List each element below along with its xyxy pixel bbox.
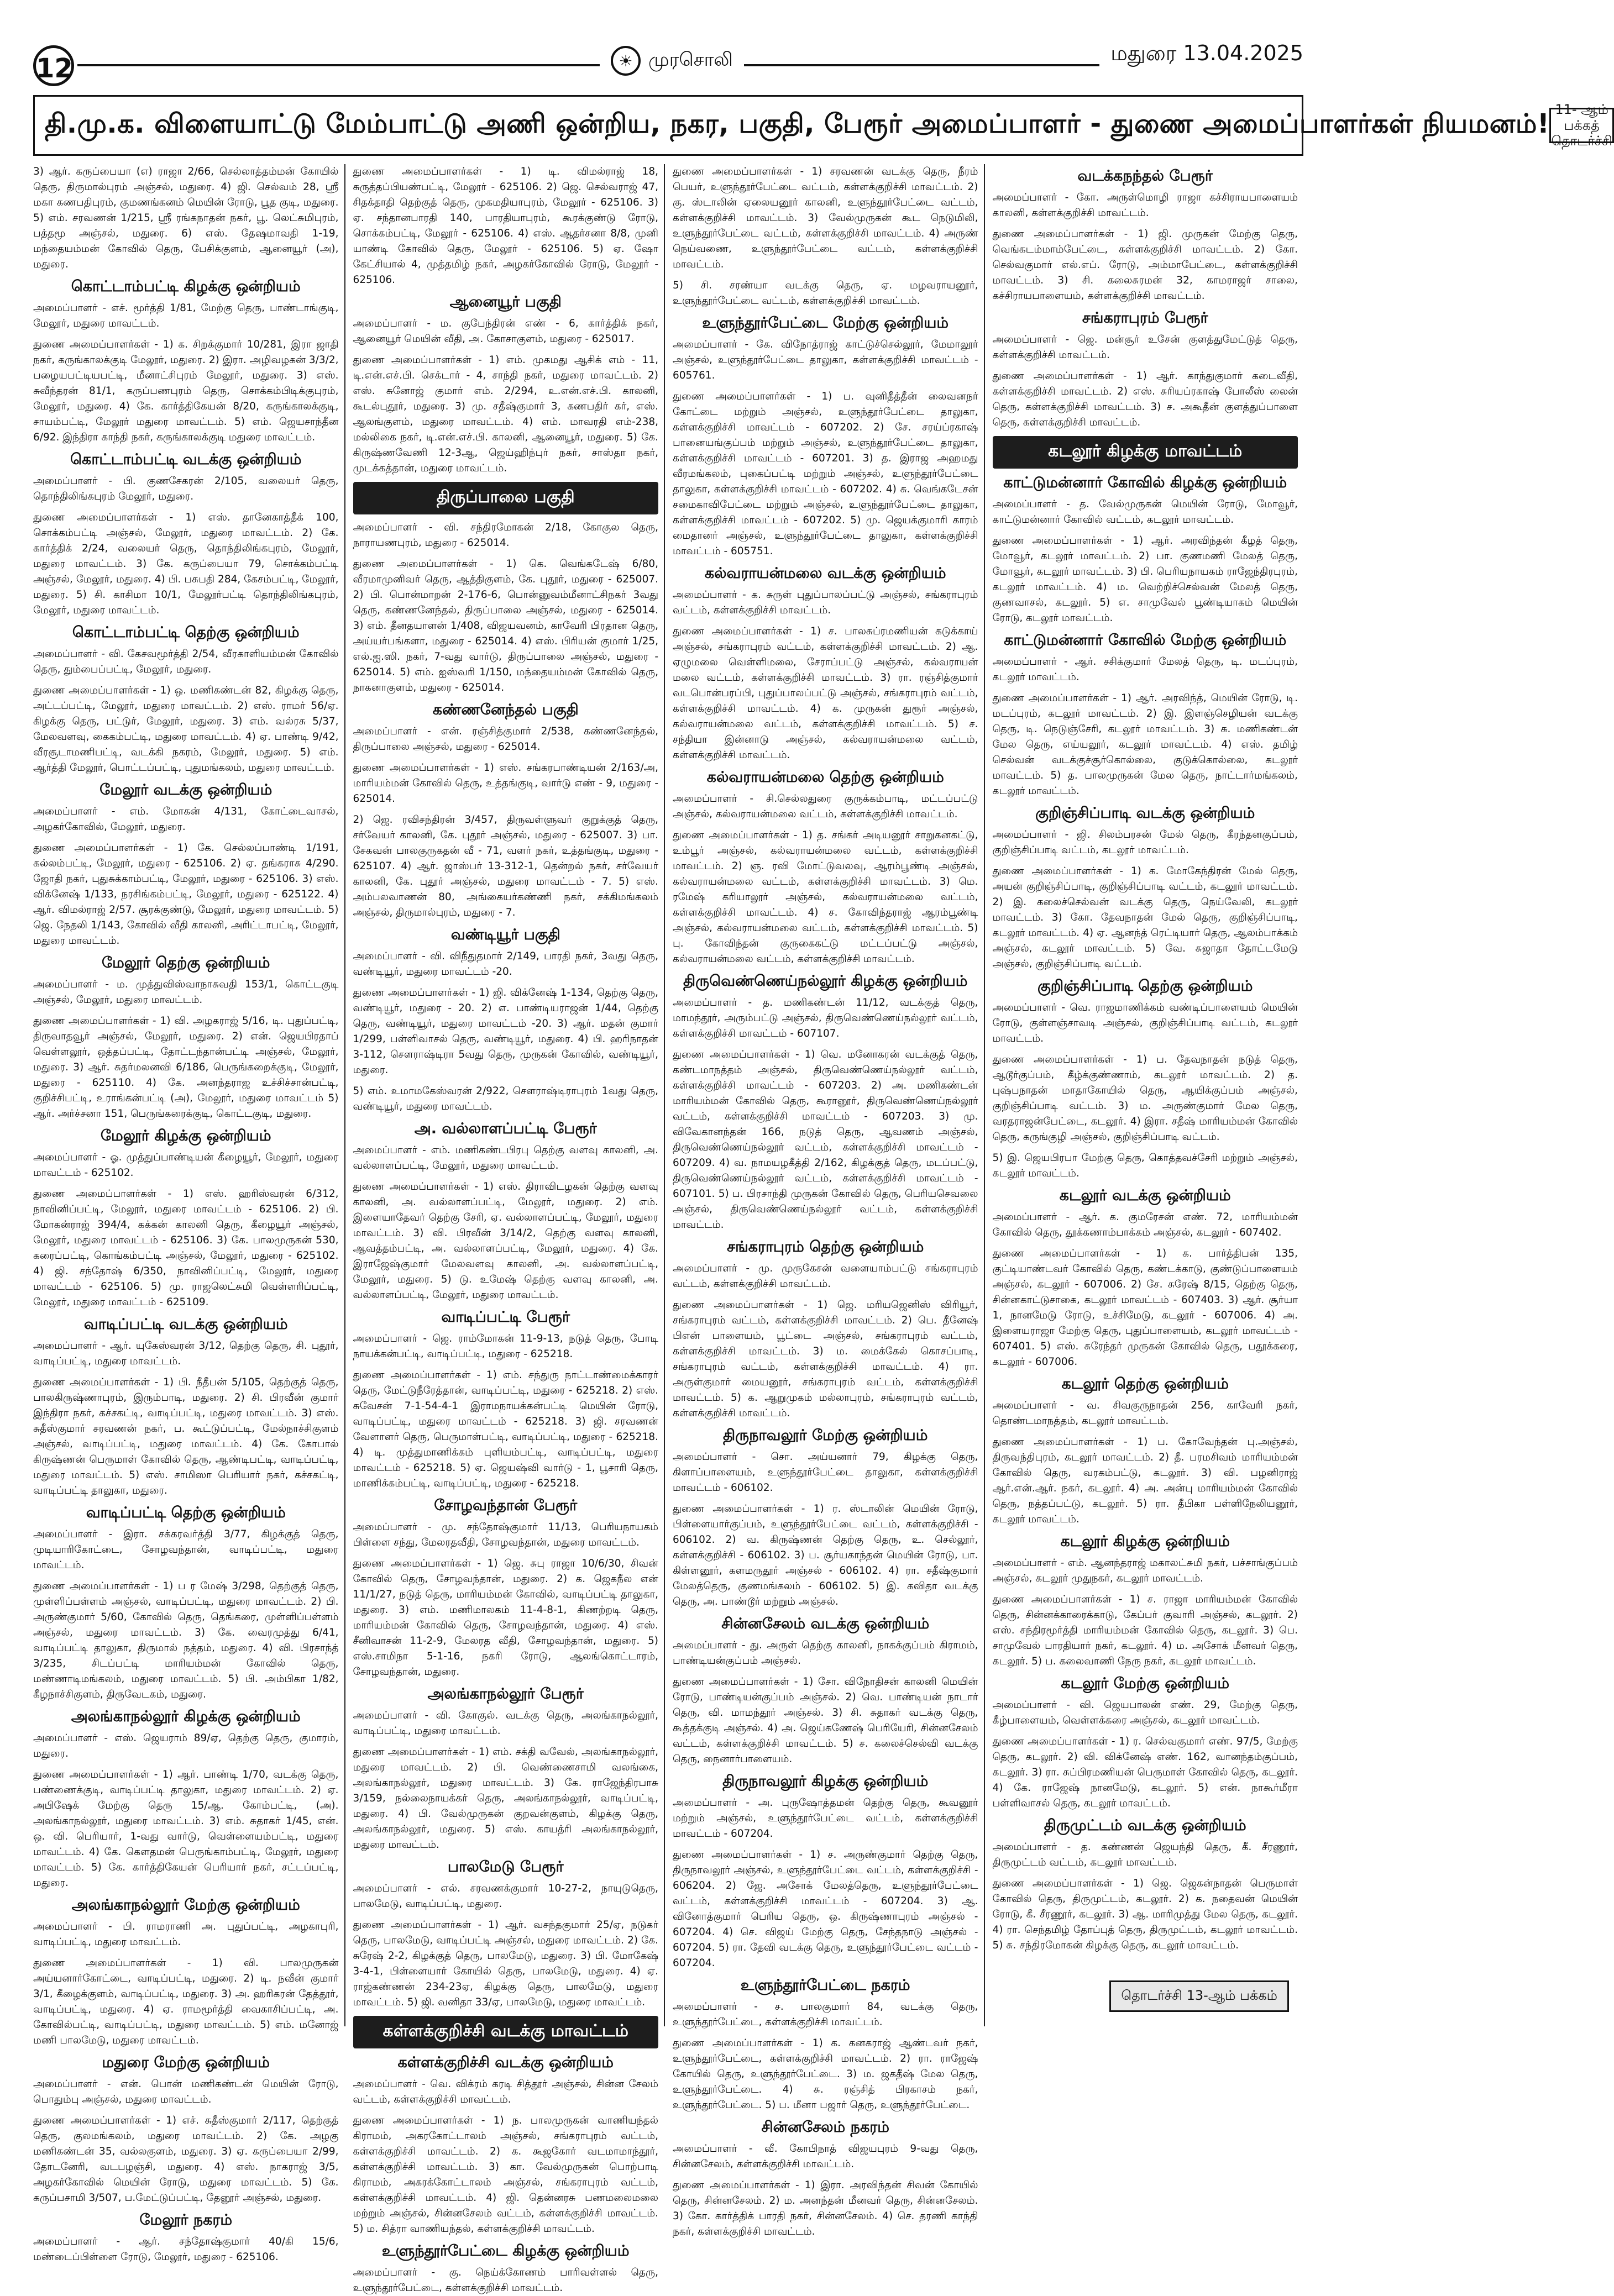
headline: தி.மு.க. விளையாட்டு மேம்பாட்டு அணி ஒன்றிய, நகர, பகுதி, பேரூர் அமைப்பாளர் - துணை அமைப்பாளர்கள் நியமனம்! <box>45 108 1550 139</box>
appointment-paragraph: துணை அமைப்பாளர்கள் - 1) க. பார்த்திபன் 135, குட்டியாண்டவர் கோவில் தெரு, கண்டக்காடு, குண்டுப்பாளையம் அஞ்சல், கடலூர் - 607006. 2) சே. சுரேஷ் 8/15, தெற்கு தெரு, சின்னகாட்டுசாகை, கடலூர் மாவட்டம் - 607403. 3) ஆர். சூர்யா 1, நானமேடு ரோடு, உச்சிமேடு, கடலூர் - 607006. 4) அ. இளையராஜா மேற்கு தெரு, புதுப்பாளையம், கடலூர் மாவட்டம் - 607401. 5) எஸ். சுரேந்தர் முருகன் கோவில் தெரு, பதூக்கரை, கடலூர் - 607006. <box>992 1248 1298 1368</box>
appointment-paragraph: அமைப்பாளர் - வெ. ராஜமாணிக்கம் வண்டிப்பாளையம் மெயின் ரோடு, குள்ளஞ்சாவடி அஞ்சல், குறிஞ்சிப்பாடி வட்டம், கடலூர் மாவட்டம். <box>992 1002 1298 1044</box>
page-number: 12 <box>33 45 74 86</box>
appointment-paragraph: துணை அமைப்பாளர்கள் - 1) எம். சக்தி வவேல், அலங்காநல்லூர், மதுரை மாவட்டம். 2) பி. வெண்ணைசாமி வலங்கை, அலங்காநல்லூர், மதுரை மாவட்டம். 3) கே. ராஜேந்திரபாசு 3/159, நல்லைநாயக்கர் தெரு, அலங்காநல்லூர், வாடிப்பட்டி, மதுரை. 4) பி. வேல்முருகன் குறவன்குளம், கிழக்கு தெரு, அலங்காநல்லூர், மதுரை. 5) எஸ். காயத்ரி அலங்காநல்லூர், மதுரை மாவட்டம். <box>353 1746 658 1851</box>
appointment-paragraph: அமைப்பாளர் - எச். மூர்த்தி 1/81, மேற்கு தெரு, பாண்டாங்குடி, மேலூர், மதுரை மாவட்டம். <box>33 302 339 329</box>
section-heading: கண்ணனேந்தல் பகுதி <box>432 701 579 718</box>
section-heading: உளுந்தூர்பேட்டை மேற்கு ஒன்றியம் <box>702 314 949 332</box>
section-heading: ஆனையூர் பகுதி <box>449 293 562 311</box>
appointment-paragraph: துணை அமைப்பாளர்கள் - 1) வி. அழகராஜ் 5/16, டி. புதுப்பட்டி, திருவாதவூர் அஞ்சல், மேலூர், மதுரை. 2) என். ஜெயபிரதாப் வெள்ளலூர், ஒத்தப்பட்டி, தோட்டந்தான்பட்டி அஞ்சல், மேலூர், மதுரை. 3) ஆர். சுதர்மலனவி 6/186, பெருங்கறைக்குடி, மேலூர், மதுரை - 625110. 4) கே. அனந்தராஜ உச்சிச்சான்பட்டி, குறிச்சிபட்டி, உராங்கன்பட்டி (அ), மேலூர், மதுரை மாவட்டம் 5) ஆர். அர்ச்சனா 151, பெருங்கரைக்குடி, கொட்டகுடி, மதுரை. <box>33 1015 339 1120</box>
appointment-paragraph: துணை அமைப்பாளர்கள் - 1) ர. ஸ்டாலின் மெயின் ரோடு, பிள்ளையார்குப்பம், உளுந்தூர்பேட்டை வட்டம், கள்ளக்குறிச்சி - 606102. 2) வ. கிருஷ்ணன் தெற்கு தெரு, உ. செல்லூர், கள்ளக்குறிச்சி - 606102. 3) ப. சூர்யகாந்தன் மெயின் ரோடு, பா. கிள்ளனூர், களமருதூர் அஞ்சல் - 606102. 4) ரா. சதீஷ்குமார் மேலத்தெரு, குணமங்கலம் - 606102. 5) இ. கவிதா வடக்கு தெரு, அ. பாண்டூர் மற்றும் அஞ்சல். <box>673 1503 978 1607</box>
appointment-paragraph: துணை அமைப்பாளர்கள் - 1) ச. அருண்குமார் தெற்கு தெரு, திருநாவலூர் அஞ்சல், உளுந்தூர்பேட்டை வட்டம், கள்ளக்குறிச்சி - 606204. 2) ஜே. அசோக் மேலத்தெரு, உளுந்தூர்பேட்டை வட்டம், கள்ளக்குறிச்சி மாவட்டம் - 607204. 3) ஆ. வினோத்குமார் பெரிய தெரு, ஒ. கிருஷ்ணாபுரம் அஞ்சல் - 607204. 4) செ. விஜய் மேற்கு தெரு, சேந்தநாடு அஞ்சல் - 607204. 5) ரா. தேவி வடக்கு தெரு, உளுந்தூர்பேட்டை வட்டம் - 607204. <box>673 1849 978 1969</box>
section-heading: வண்டியூர் பகுதி <box>450 926 560 943</box>
column-4 <box>993 164 1304 2026</box>
appointment-paragraph: துணை அமைப்பாளர்கள் - 1) எச். சுதீஸ்குமார் 2/117, தெற்குத் தெரு, குலமங்கலம், மதுரை மாவட்டம். 2) கே. அழகு மணிகண்டன் 35, வல்லகுளம், மதுரை. 3) ஏ. கருப்பையா 2/99, தோடனேரி, வடபழஞ்சி, மதுரை. 4) எஸ். நாகராஜ் 3/5, அழகர்கோவில் மெயின் ரோடு, மதுரை மாவட்டம். 5) கே. கருப்பசாமி 3/507, ப.மேட்டுப்பட்டி, தேனூர் அஞ்சல், மதுரை. <box>33 2115 339 2204</box>
section-heading: அலங்காநல்லூர் கிழக்கு ஒன்றியம் <box>71 1708 301 1725</box>
column-3 <box>673 164 985 2237</box>
appointment-paragraph: துணை அமைப்பாளர்கள் - 1) ப. கோவேந்தன் பு.அஞ்சல், திருவந்திபுரம், கடலூர் மாவட்டம். 2) தீ. பரமசிவம் மாரியம்மன் கோவில் தெரு, வரகம்பட்டு, கடலூர். 3) வி. பழனிராஜ் ஆர்.என்.ஆர். நகர், கடலூர். 4) அ. அன்பு மாரியம்மன் கோவில் தெரு, நத்தப்பட்டு, கடலூர். 5) ரா. தீபிகா பள்ளிநேலியனூர், கடலூர் மாவட்டம். <box>992 1436 1298 1525</box>
section-heading: கல்வராயன்மலை தெற்கு ஒன்றியம் <box>706 769 944 786</box>
appointment-paragraph: அமைப்பாளர் - என். ரஞ்சித்குமார் 2/538, கண்ணனேந்தல், திருப்பாலை அஞ்சல், மதுரை - 625014. <box>353 726 658 753</box>
appointment-paragraph: துணை அமைப்பாளர்கள் - 1) இரா. அரவிந்தன் சிவன் கோயில் தெரு, சின்னசேலம். 2) ம. அனந்தன் மீனவர் தெரு, சின்னசேலம். 3) கோ. கார்த்திக் பாரதி நகர், சின்னசேலம். 4) செ. தரணி காந்தி நகர், கள்ளக்குறிச்சி மாவட்டம். <box>673 2179 978 2237</box>
section-heading: திருவெண்ணெய்நல்லூர் கிழக்கு ஒன்றியம் <box>683 973 968 990</box>
section-heading: வாடிப்பட்டி தெற்கு ஒன்றியம் <box>86 1504 286 1521</box>
section-heading: உளுந்தூர்பேட்டை கிழக்கு ஒன்றியம் <box>381 2242 630 2260</box>
section-heading: திருநாவலூர் கிழக்கு ஒன்றியம் <box>722 1773 929 1790</box>
appointment-paragraph: அமைப்பாளர் - எம். மோகன் 4/131, கோட்டைவாசல், அழகர்கோவில், மேலூர், மதுரை. <box>33 806 339 833</box>
section-heading: கொட்டாம்பட்டி வடக்கு ஒன்றியம் <box>70 451 302 468</box>
appointment-paragraph: துணை அமைப்பாளர்கள் - 1) ஜெ. சுபு ராஜா 10/6/30, சிவன் கோவில் தெரு, சோழவந்தான், மதுரை. 2) க. ஜெகநீல என் 11/1/27, நடுத் தெரு, மாரியம்மன் கோவில், வாடிப்பட்டி தாலுகா, மதுரை. 3) எம். மணிமாலகம் 11-4-8-1, கிணற்றடி தெரு, மாரியம்மன் கோவில் தெரு, சோழவந்தான், மதுரை. 4) எஸ். சீனிவாசன் 11-2-9, மேலரத வீதி, சோழவந்தான், மதுரை. 5) எஸ்.சாமிநா 5-1-16, நகரி ரோடு, ஆலங்கொட்டாரம், சோழவந்தான், மதுரை. <box>353 1558 658 1678</box>
appointment-paragraph: அமைப்பாளர் - வீ. கோபிநாத் விஜயபுரம் 9-வது தெரு, சின்னசேலம், கள்ளக்குறிச்சி மாவட்டம். <box>673 2143 978 2170</box>
continued-to-box: தொடர்ச்சி 13-ஆம் பக்கம் <box>1109 1980 1289 2012</box>
appointment-paragraph: அமைப்பாளர் - வி. கோகுல். வடக்கு தெரு, அலங்காநல்லூர், வாடிப்பட்டி, மதுரை மாவட்டம். <box>353 1710 658 1737</box>
section-heading: திருநாவலூர் மேற்கு ஒன்றியம் <box>723 1427 928 1444</box>
appointment-paragraph: துணை அமைப்பாளர்கள் - 1) ஆர். காந்துகுமார் கடைவீதி, கள்ளக்குறிச்சி மாவட்டம். 2) எஸ். சுரியப்ரகாஷ் போலீஸ் லைன் தெரு, கள்ளக்குறிச்சி மாவட்டம். 3) ச. அகூதீன் குளத்துப்பாளை தெரு, கள்ளக்குறிச்சி மாவட்டம். <box>992 370 1298 428</box>
district-heading: கடலூர் கிழக்கு மாவட்டம் <box>993 436 1298 469</box>
section-heading: குறிஞ்சிப்பாடி வடக்கு ஒன்றியம் <box>1035 805 1255 822</box>
appointment-paragraph: துணை அமைப்பாளர்கள் - 1) க. மோகேந்திரன் மேல் தெரு, அயன் குறிஞ்சிப்பாடி, குறிஞ்சிப்பாடி வட்டம், கடலூர் மாவட்டம். 2) இ. கலைச்செல்வன் வடக்கு தெரு, நெய்வேலி, கடலூர் மாவட்டம். 3) கோ. தேவநாதன் மேல் தெரு, குறிஞ்சிப்பாடி, கடலூர் மாவட்டம். 4) ஏ. ஆனந்த் ரெட்டியார் தெரு, ஆலம்பாக்கம் அஞ்சல், கடலூர் மாவட்டம். 5) வே. சுஜாதா தோட்டமேடு அஞ்சல், குறிஞ்சிப்பாடி வட்டம். <box>992 865 1298 970</box>
appointment-paragraph: அமைப்பாளர் - க. சுருள் புதுப்பாலப்பட்டு அஞ்சல், சங்கராபுரம் வட்டம், கள்ளக்குறிச்சி மாவட்டம். <box>673 589 978 616</box>
appointment-paragraph: துணை அமைப்பாளர்கள் - 1) கெ. வெங்கடேஷ் 6/80, வீரமாமுனிவர் தெரு, ஆத்திகுளம், கே. புதூர், மதுரை - 625007. 2) பி. பொன்மாறன் 2-176-6, பொன்னுவம்மீனாட்சிநகர் 3வது தெரு, கண்ணனேந்தல், திருப்பாலை அஞ்சல், மதுரை - 625014. 3) எம். தீனதயாளன் 1/408, விஜயவனம், காவேரி பிரதான தெரு, அய்யர்பங்களா, மதுரை - 625014. 4) எஸ். பிரியன் குமார் 1/25, எல்.ஐ.ஸி. நகர், 7-வது வார்டு, திருப்பாலை அஞ்சல், மதுரை - 625014. 5) எம். ஐஸ்வரி 1/150, மந்தையம்மன் கோவில் தெரு, நாகனாகுளம், மதுரை - 625014. <box>353 558 658 693</box>
section-heading: உளுந்தூர்பேட்டை நகரம் <box>740 1977 910 1994</box>
appointment-paragraph: அமைப்பாளர் - எல். சரவணக்குமார் 10-27-2, நாயுடுதெரு, பாலமேடு, வாடிப்பட்டி, மதுரை. <box>353 1883 658 1910</box>
appointment-paragraph: துணை அமைப்பாளர்கள் - 1) சோ. விநோதிசன் காலனி மெயின் ரோடு, பாண்டியன்குப்பம் அஞ்சல். 2) வெ. பாண்டியன் நாடார் தெரு, வி. மாமந்தூர் அஞ்சல். 3) சி. சுதாகர் வடக்கு தெரு, கூத்தக்குடி அஞ்சல். 4) அ. ஜெய்கணேஷ் பெரியேரி, சின்னசேலம் வட்டம், கள்ளக்குறிச்சி மாவட்டம். 5) ச. கலைச்செல்வி வடக்கு தெரு, நைனார்பாளையம். <box>673 1676 978 1765</box>
appointment-paragraph: 5) இ. ஜெயபிரபா மேற்கு தெரு, கொத்தவச்சேரி மற்றும் அஞ்சல், கடலூர் மாவட்டம். <box>992 1152 1298 1179</box>
appointment-paragraph: 5) சி. சரண்யா வடக்கு தெரு, ஏ. மழவராயனூர், உளுந்தூர்பேட்டை வட்டம், கள்ளக்குறிச்சி மாவட்டம். <box>673 280 978 307</box>
section-heading: அ. வல்லாளப்பட்டி பேரூர் <box>414 1120 597 1137</box>
section-heading: மேலூர் கிழக்கு ஒன்றியம் <box>100 1127 271 1144</box>
appointment-paragraph: அமைப்பாளர் - சொ. அய்யனார் 79, கிழக்கு தெரு, கிளாப்பாளையம், உளுந்தூர்பேட்டை தாலுகா, கள்ளக்குறிச்சி மாவட்டம் - 606102. <box>673 1451 978 1494</box>
appointment-paragraph: துணை அமைப்பாளர்கள் - 1) ஆர். வசந்தகுமார் 25/ஏ, நடுகர் தெரு, பாலமேடு, வாடிப்பட்டி அஞ்சல், மதுரை மாவட்டம். 2) கே. சுரேஷ் 2-2, கிழக்குத் தெரு, பாலமேடு, மதுரை. 3) பி. மோகேஷ் 3-4-1, பிள்ளையார் கோயில் தெரு, பாலமேடு, மதுரை. 4) ஏ. ராஜ்கண்ணன் 234-23ஏ, கிழக்கு தெரு, பாலமேடு, மதுரை மாவட்டம். 5) ஜி. வனிதா 33/ஏ, பாலமேடு, மதுரை மாவட்டம். <box>353 1919 658 2008</box>
appointment-paragraph: அமைப்பாளர் - ஆர். க. குமரேசன் எண். 72, மாரியம்மன் கோவில் தெரு, தூக்கணாம்பாக்கம் அஞ்சல், கடலூர் - 607402. <box>992 1211 1298 1238</box>
appointment-paragraph: துணை அமைப்பாளர்கள் - 1) எம். சந்துரு நாட்டாண்மைக்காரர் தெரு, மேட்டுநீரேத்தான், வாடிப்பட்டி, மதுரை - 625218. 2) எஸ். சுவேசன் 7-1-54-4-1 இராமநாயக்கன்பட்டி மெயின் ரோடு, வாடிப்பட்டி, மதுரை மாவட்டம் - 625218. 3) ஜி. சரவணன் வேளாளர் தெரு, பெருமாள்பட்டி, வாடிப்பட்டி, மதுரை - 625218. 4) டி. முத்துமாணிக்கம் புளியம்பட்டி, வாடிப்பட்டி, மதுரை மாவட்டம் - 625218. 5) ஏ. ஜெயஷ்வி வார்டு - 1, பூசாரி தெரு, மாணிக்கம்பட்டி, வாடிப்பட்டி, மதுரை - 625218. <box>353 1369 658 1489</box>
appointment-paragraph: துணை அமைப்பாளர்கள் - 1) க. கனகராஜ் ஆண்டவர் நகர், உளுந்தூர்பேட்டை, கள்ளக்குறிச்சி மாவட்டம். 2) ரா. ராஜேஷ் கோயில் தெரு, உளுந்தூர்பேட்டை. 3) ம. ஜகதீஷ் மேல தெரு, உளுந்தூர்பேட்டை. 4) சு. ரஞ்சித் பிரகாசம் நகர், உளுந்தூர்பேட்டை. 5) ப. மீனா பஜார் தெரு, உளுந்தூர்பேட்டை. <box>673 2037 978 2111</box>
appointment-paragraph: அமைப்பாளர் - த. மணிகண்டன் 11/12, வடக்குத் தெரு, மாமந்தூர், அரும்பட்டு அஞ்சல், திருவெண்ணெய்நல்லூர் வட்டம், கள்ளக்குறிச்சி மாவட்டம் - 607107. <box>673 997 978 1039</box>
appointment-paragraph: அமைப்பாளர் - மு. முருகேசன் வளையாம்பட்டு சங்கராபுரம் வட்டம், கள்ளக்குறிச்சி மாவட்டம். <box>673 1263 978 1290</box>
appointment-paragraph: அமைப்பாளர் - வி. சந்திரமோகன் 2/18, கோகுல தெரு, நாராயணபுரம், மதுரை - 625014. <box>353 522 658 549</box>
section-heading: குறிஞ்சிப்பாடி தெற்கு ஒன்றியம் <box>1037 978 1253 995</box>
section-heading: கடலூர் தெற்கு ஒன்றியம் <box>1061 1375 1229 1393</box>
appointment-paragraph: துணை அமைப்பாளர்கள் - 1) எஸ். சங்கரபாண்டியன் 2/163/அ, மாரியம்மன் கோவில் தெரு, உத்தங்குடி, வார்டு எண் - 9, மதுரை - 625014. <box>353 762 658 805</box>
section-heading: மதுரை மேற்கு ஒன்றியம் <box>102 2054 270 2071</box>
appointment-paragraph: துணை அமைப்பாளர்கள் - 1) ஆர். பாண்டி 1/70, வடக்கு தெரு, பண்ணைக்குடி, வாடிப்பட்டி தாலுகா, மதுரை மாவட்டம். 2) ஏ. அபிஷேக் மேற்கு தெரு 15/ஆ. கோம்பட்டி, (அ). அலங்காநல்லூர், மதுரை மாவட்டம். 3) எம். சுதாகர் 1/45, என். ஒ. வி. பெரியார், 1-வது வார்டு, வெள்ளையம்பட்டி, மதுரை மாவட்டம். 4) கே. கௌதமன் பெருங்காம்பட்டி, மேலூர், மதுரை மாவட்டம். 5) கே. கார்த்திகேயன் பெரியார் நகர், சட்டப்பட்டி, மதுரை. <box>33 1769 339 1889</box>
appointment-paragraph: அமைப்பாளர் - வெ. விக்ரம் கரடி சித்தூர் அஞ்சல், சின்ன சேலம் வட்டம், கள்ளக்குறிச்சி மாவட்டம். <box>353 2078 658 2105</box>
appointment-paragraph: துணை அமைப்பாளர்கள் - 1) சரவணன் வடக்கு தெரு, நீரம் பெயர், உளுந்தூர்பேட்டை வட்டம், கள்ளக்குறிச்சி மாவட்டம். 2) கு. ஸ்டாலின் ஏலையனூர் காலனி, உளுந்தூர்பேட்டை வட்டம், கள்ளக்குறிச்சி மாவட்டம். 3) வேல்முருகன் கூட நெடுமிலி, உளுந்தூர்பேட்டை வட்டம், கள்ளக்குறிச்சி மாவட்டம். 4) அருண் நெய்வணை, உளுந்தூர்பேட்டை வட்டம், கள்ளக்குறிச்சி மாவட்டம். <box>673 166 978 270</box>
appointment-paragraph: துணை அமைப்பாளர்கள் - 1) வெ. மனோகரன் வடக்குத் தெரு, கண்டமாநத்தம் அஞ்சல், திருவெண்ணெய்நல்லூர் வட்டம், கள்ளக்குறிச்சி மாவட்டம் - 607203. 2) அ. மணிகண்டன் மாரியம்மன் கோவில் தெரு, கூரானூர், திருவெண்ணெய்நல்லூர் வட்டம், கள்ளக்குறிச்சி மாவட்டம் - 607203. 3) மு. விவேகானந்தன் 166, நடுத் தெரு, ஆவணம் அஞ்சல், திருவெண்ணெய்நல்லூர் வட்டம், கள்ளக்குறிச்சி மாவட்டம் - 607209. 4) வ. நாமயழகீத்தி 2/162, கிழக்குத் தெரு, மடப்பட்டு, திருவெண்ணெய்நல்லூர் வட்டம், கள்ளக்குறிச்சி மாவட்டம் - 607101. 5) ப. பிரசாந்தி முருகன் கோவில் தெரு, பெரியசெவலை அஞ்சல், திருவெண்ணெய்நல்லூர் வட்டம், கள்ளக்குறிச்சி மாவட்டம். <box>673 1049 978 1231</box>
appointment-paragraph: 5) எம். உமாமகேஸ்வரன் 2/922, சௌராஷ்டிராபுரம் 1வது தெரு, வண்டியூர், மதுரை மாவட்டம். <box>353 1085 658 1112</box>
appointment-paragraph: 2) ஜெ. ரவிசந்திரன் 3/457, திருவள்ளுவர் குறுக்குத் தெரு, சர்வேயர் காலனி, கே. புதூர் அஞ்சல், மதுரை - 625007. 3) பா. சேகவன் பாலகுருகதன் வீ - 71, வளர் நகர், உத்தங்குடி, மதுரை - 625107. 4) ஆர். ஜாஸ்பர் 13-312-1, தென்றல் நகர், சர்வேயர் காலனி, கே. புதூர் அஞ்சல், மதுரை மாவட்டம் - 7. 5) எஸ். அம்பலவாணன் 80, அங்கையர்கண்ணி நகர், சக்கிமங்கலம் அஞ்சல், திருமால்புரம், மதுரை - 7. <box>353 814 658 918</box>
appointment-paragraph: அமைப்பாளர் - கு. நெய்க்கோணம் பாரிவள்ளல் தெரு, உளுந்தூர்பேட்டை, கள்ளக்குறிச்சி மாவட்டம். <box>353 2267 658 2294</box>
appointment-paragraph: அமைப்பாளர் - ச. பாலகுமார் 84, வடக்கு தெரு, உளுந்தூர்பேட்டை, கள்ளக்குறிச்சி மாவட்டம். <box>673 2001 978 2028</box>
section-heading: கள்ளக்குறிச்சி வடக்கு ஒன்றியம் <box>397 2054 614 2071</box>
appointment-paragraph: துணை அமைப்பாளர்கள் - 1) ச. பாலசுப்ரமணியன் கடுக்காய் அஞ்சல், சங்கராபுரம் வட்டம், கள்ளக்குறிச்சி மாவட்டம். 2) ஆ. ஏழுமலை வெள்ளிமலை, சேராப்பட்டு அஞ்சல், கல்வராயன் மலை வட்டம், கள்ளக்குறிச்சி மாவட்டம். 3) ரா. ரஞ்சித்குமார் வடபொன்பரப்பி, புதுப்பாலப்பட்டு அஞ்சல், சங்கராபுரம் வட்டம், கள்ளக்குறிச்சி மாவட்டம். 4) க. முருகன் துரூர் அஞ்சல், கல்வராயன்மலை வட்டம், கள்ளக்குறிச்சி மாவட்டம். 5) ச. சந்தியா இன்னாடு அஞ்சல், கல்வராயன்மலை வட்டம், கள்ளக்குறிச்சி மாவட்டம். <box>673 626 978 761</box>
appointment-paragraph: அமைப்பாளர் - பி. குணசேகரன் 2/105, வலையர் தெரு, தொந்திலிங்கபுரம் மேலூர், மதுரை. <box>33 475 339 502</box>
section-heading: கல்வராயன்மலை வடக்கு ஒன்றியம் <box>704 565 946 582</box>
column-2 <box>353 164 665 2294</box>
appointment-paragraph: அமைப்பாளர் - ஜெ. ராம்மோகன் 11-9-13, நடுத் தெரு, போடி நாயக்கன்பட்டி, வாடிப்பட்டி, மதுரை - 625218. <box>353 1333 658 1360</box>
appointment-paragraph: அமைப்பாளர் - பி. ராமராணி அ. புதுப்பட்டி, அழகாபுரி, வாடிப்பட்டி, மதுரை மாவட்டம். <box>33 1921 339 1948</box>
appointment-paragraph: துணை அமைப்பாளர்கள் - 1) கே. செல்லப்பாண்டி 1/191, கல்லம்பட்டி, மேலூர், மதுரை - 625106. 2) ஏ. தங்கராசு 4/290. ஜோதி நகர், புதுசுக்காம்பட்டி, மேலூர், மதுரை - 625106. 3) எஸ். விக்னேஷ் 1/133, நரசிங்கம்பட்டி, மேலூர், மதுரை - 625122. 4) ஆர். விமல்ராஜ் 2/57. சூரக்குண்டு, மேலூர், மதுரை மாவட்டம். 5) ஜெ. நேதலி 1/143, கோவில் வீதி காலனி, அரிட்டாபட்டி, மேலூர், மதுரை மாவட்டம். <box>33 842 339 947</box>
section-heading: திருமுட்டம் வடக்கு ஒன்றியம் <box>1044 1817 1246 1834</box>
section-heading: மேலூர் வடக்கு ஒன்றியம் <box>99 781 273 798</box>
appointment-paragraph: 3) ஆர். கருப்பையா (எ) ராஜா 2/66, செல்லாத்தம்மன் கோயில் தெரு, திருமால்புரம் அஞ்சல், மதுரை. 4) ஜி. செல்வம் 28, ஸ்ரீ மகா கணபதிபுரம், குமணங்கனம் மெயின் ரோடு, பூத குடி, மதுரை. 5) எம். சரவணன் 1/215, ஸ்ரீ ரங்கநாதன் நகர், பூ. லெட்சுமிபுரம், பத்தமூ அஞ்சல், மதுரை. 6) எஸ். தேஷமாவதி 1-19, மந்தையம்மன் கோவில் தெரு, பேசிக்குளம், ஆனையூர் (அ), மதுரை. <box>33 166 339 270</box>
appointment-paragraph: துணை அமைப்பாளர்கள் - 1) எஸ். திராவிடழகன் தெற்கு வளவு காலனி, அ. வல்லாளப்பட்டி, மேலூர், மதுரை. 2) எம். இளையாதேவர் தெற்கு சேரி, ஏ. வல்லாளப்பட்டி, மேலூர், மதுரை மாவட்டம். 3) வி. பிரவீன் 3/14/2, தெற்கு வளவு காலனி, ஆவத்தம்பட்டி, அ. வல்லாளப்பட்டி, மேலூர், மதுரை. 4) கே. இராஜேஷ்குமார் மேலவளவு காலனி, அ. வல்லாளப்பட்டி, மேலூர், மதுரை. 5) டு. உமேஷ் தெற்கு வளவு காலனி, அ. வல்லாளப்பட்டி, மேலூர், மதுரை மாவட்டம். <box>353 1181 658 1301</box>
appointment-paragraph: துணை அமைப்பாளர்கள் - 1) ப. தேவநாதன் நடுத் தெரு, ஆடூர்குப்பம், கீழ்க்குண்ணாம், கடலூர் மாவட்டம். 2) த. புஷ்பநாதன் மாதாகோயில் தெரு, ஆயிக்குப்பம் அஞ்சல், குறிஞ்சிப்பாடி வட்டம். 3) ம. அருண்குமார் மேல தெரு, வரதராஜன்பேட்டை, கடலூர். 4) இரா. சதீஷ் மாரியம்மன் கோவில் தெரு, கருங்குழி அஞ்சல், குறிஞ்சிப்பாடி வட்டம். <box>992 1054 1298 1143</box>
appointment-paragraph: அமைப்பாளர் - இரா. சக்கரவர்த்தி 3/77, கிழக்குத் தெரு, முடியாரிகோட்டை, சோழவந்தான், வாடிப்பட்டி, மதுரை மாவட்டம். <box>33 1528 339 1571</box>
appointment-paragraph: அமைப்பாளர் - த. கண்ணன் ஜெயந்தி தெரு, கீ. சீரணூர், திருமுட்டம் வட்டம், கடலூர் மாவட்டம். <box>992 1841 1298 1868</box>
appointment-paragraph: துணை அமைப்பாளர்கள் - 1) டி. விமல்ராஜ் 18, சுருத்தப்பியண்பட்டி, மேலூர் - 625106. 2) ஜெ. செல்வராஜ் 47, சிதக்தாதி தெற்குத் தெரு, முகமதியாபுரம், மேலூர் - 625106. 3) ஏ. சந்தானபாரதி 140, பாரதியாபுரம், கூரக்குண்டு ரோடு, சொக்கம்பட்டி, மேலூர் - 625106. 4) எஸ். ஆதர்சனா 8/8, முனி யாண்டி கோவில் தெரு, மேலூர் - 625106. 5) ஏ. ஷோ கேட்சியால் 4, முத்தமிழ் நகர், அழகர்கோவில் ரோடு, மேலூர் - 625106. <box>353 166 658 286</box>
section-heading: காட்டுமன்னார் கோவில் கிழக்கு ஒன்றியம் <box>1003 474 1287 491</box>
section-heading: வடக்கநந்தல் பேரூர் <box>1077 167 1213 185</box>
appointment-paragraph: துணை அமைப்பாளர்கள் - 1) எம். முகமது ஆசிக் எம் - 11, டி.என்.எச்.பி. செக்டார் - 4, சாந்தி நகர், மதுரை மாவட்டம். 2) எஸ். சுனோஜ் குமார் எம். 2/294, உ.என்.எச்.பி. காலனி, கூடல்புதூர், மதுரை. 3) மு. சதீஷ்குமார் 3, கணபதிர் கர், எஸ். ஆலங்குளம், மதுரை மாவட்டம். 4) எம். மாவரதி எம்-238, மல்லிகை நகர், டி.என்.எச்.பி. காலனி, ஆனையூர், மதுரை. 5) கே. கிருஷ்ணவேணி 12-3ஆ, ஜெய்ஹிந்புர் நகர், சாஸ்தா நகர், முடக்கத்தான், மதுரை மாவட்டம். <box>353 354 658 474</box>
appointment-paragraph: அமைப்பாளர் - ஆர். சந்தோஷ்குமார் 40/கி 15/6, மண்டைப்பிள்ளை ரோடு, மேலூர், மதுரை - 625106. <box>33 2236 339 2263</box>
appointment-paragraph: அமைப்பாளர் - கோ. அருள்மொழி ராஜா கச்சிராயபாளையம் காலனி, கள்ளக்குறிச்சி மாவட்டம். <box>992 192 1298 219</box>
appointment-paragraph: துணை அமைப்பாளர்கள் - 1) ஜெ. மரியஜெனிஸ் விரியூர், சங்கராபுரம் வட்டம், கள்ளக்குறிச்சி மாவட்டம். 2) பெ. தீனேஷ் பிஎன் பாளையம், பூட்டை அஞ்சல், சங்கராபுரம் வட்டம், கள்ளக்குறிச்சி மாவட்டம். 3) ம. மைக்கேல் கொசப்பாடி, சங்கராபுரம் வட்டம், கள்ளக்குறிச்சி மாவட்டம். 4) ரா. அருள்குமார் மையனூர், சங்கராபுரம் வட்டம், கள்ளக்குறிச்சி மாவட்டம். 5) க. ஆறுமுகம் மல்லாபுரம், சங்கராபுரம் வட்டம், கள்ளக்குறிச்சி மாவட்டம். <box>673 1299 978 1419</box>
appointment-paragraph: துணை அமைப்பாளர்கள் - 1) வி. பாலமுருகன் அய்யனார்கோட்டை, வாடிப்பட்டி, மதுரை. 2) டி. நவீன் குமார் 3/1, கீழைக்குளம், வாடிப்பட்டி, மதுரை. 3) அ. ஹரிகரன் தேத்தூர், வாடிப்பட்டி, மதுரை. 4) ஏ. ராமமூர்த்தி வைகாசிப்பட்டி, அ. கோவில்பட்டி, வாடிப்பட்டி, மதுரை மாவட்டம். 5) எம். மனோஜ் மணி பாலமேடு, மதுரை மாவட்டம். <box>33 1957 339 2046</box>
section-heading: பாலமேடு பேரூர் <box>447 1858 564 1875</box>
section-heading: சங்கராபுரம் தெற்கு ஒன்றியம் <box>727 1238 924 1255</box>
column-1 <box>33 164 345 2263</box>
appointment-paragraph: அமைப்பாளர் - ஓ. முத்துப்பாண்டியன் கீழையூர், மேலூர், மதுரை மாவட்டம் - 625102. <box>33 1152 339 1179</box>
appointment-paragraph: அமைப்பாளர் - ஆர். யுகேஸ்வரன் 3/12, தெற்கு தெரு, சி. புதூர், வாடிப்பட்டி, மதுரை மாவட்டம். <box>33 1340 339 1367</box>
section-heading: மேலூர் தெற்கு ஒன்றியம் <box>101 954 270 971</box>
appointment-paragraph: அமைப்பாளர் - து. அருள் தெற்கு காலனி, நாகக்குப்பம் கிராமம், பாண்டியன்குப்பம் அஞ்சல். <box>673 1640 978 1667</box>
section-heading: கடலூர் வடக்கு ஒன்றியம் <box>1059 1187 1231 1204</box>
section-heading: சோழவந்தான் பேரூர் <box>434 1497 578 1514</box>
appointment-paragraph: அமைப்பாளர் - கே. விநோத்ராஜ் காட்டுச்செல்லூர், மேமாலூர் அஞ்சல், உளுந்தூர்பேட்டை தாலுகா, கள்ளக்குறிச்சி மாவட்டம் - 605761. <box>673 339 978 381</box>
section-heading: கடலூர் கிழக்கு ஒன்றியம் <box>1060 1533 1230 1550</box>
appointment-paragraph: அமைப்பாளர் - வி. விநீதுதமார் 2/149, பாரதி நகர், 3வது தெரு, வண்டியூர், மதுரை மாவட்டம் -20. <box>353 950 658 978</box>
appointment-paragraph: துணை அமைப்பாளர்கள் - 1) ச. ராஜா மாரியம்மன் கோவில் தெரு, சின்னக்காரைக்காடு, கேப்பர் குவாரி அஞ்சல், கடலூர். 2) எஸ். சந்திரமூர்த்தி மாரியம்மன் கோவில் தெரு, கடலூர். 3) பெ. சாமுவேல் பாரதியார் நகர், கடலூர். 4) ம. அசோக் மீனவர் தெரு, கடலூர். 5) ப. கலைவாணி நேரு நகர், கடலூர் மாவட்டம். <box>992 1594 1298 1667</box>
appointment-paragraph: துணை அமைப்பாளர்கள் - 1) ஜி. முருகன் மேற்கு தெரு, வெங்கடம்மாம்பேட்டை, கள்ளக்குறிச்சி மாவட்டம். 2) கோ. செல்வகுமார் எல்.எப். ரோடு, அம்மாபேட்டை, கள்ளக்குறிச்சி மாவட்டம். 3) சி. கலைசுரமன் 32, காமராஜர் சாலை, கச்சிராயபாளையம், கள்ளக்குறிச்சி மாவட்டம். <box>992 228 1298 302</box>
continued-from-box: 11- ஆம் பக்கத் தொடர்ச்சி <box>1549 108 1614 143</box>
appointment-paragraph: துணை அமைப்பாளர்கள் - 1) ஜெ. ஜெகன்நாதன் பெருமாள் கோவில் தெரு, திருமுட்டம், கடலூர். 2) க. நதைவன் மெயின் ரோடு, கீ. சீரணூர், கடலூர். 3) ஆ. மாரிமுத்து மேல தெரு, கடலூர். 4) ரா. செந்தமிழ் தோப்புத் தெரு, திருமுட்டம், கடலூர் மாவட்டம். 5) சு. சந்திரமோகன் கிழக்கு தெரு, கடலூர் மாவட்டம். <box>992 1878 1298 1951</box>
sun-logo-icon: ☀ <box>611 46 641 76</box>
appointment-paragraph: அமைப்பாளர் - எம். ஆனந்தராஜ் மகாலட்சுமி நகர், பச்சாங்குப்பம் அஞ்சல், கடலூர் முதுநகர், கடலூர் மாவட்டம். <box>992 1557 1298 1584</box>
appointment-paragraph: அமைப்பாளர் - த. வேல்முருகன் மெயின் ரோடு, மோவூர், காட்டுமன்னார் கோவில் வட்டம், கடலூர் மாவட்டம். <box>992 498 1298 526</box>
appointment-paragraph: அமைப்பாளர் - எஸ். ஜெயராம் 89/ஏ, தெற்கு தெரு, குமாரம், மதுரை. <box>33 1732 339 1759</box>
appointment-paragraph: அமைப்பாளர் - வி. ஜெயபாலன் எண். 29, மேற்கு தெரு, கீழ்பாளையம், வெள்ளக்கரை அஞ்சல், கடலூர் மாவட்டம். <box>992 1699 1298 1726</box>
appointment-paragraph: துணை அமைப்பாளர்கள் - 1) ப ர மேஷ் 3/298, தெற்குத் தெரு, முள்ளிப்பள்ளம் அஞ்சல், வாடிப்பட்டி, மதுரை மாவட்டம். 2) பி. அருண்குமார் 5/60, கோவில் தெரு, தெங்கரை, முள்ளிப்பள்ளம் அஞ்சல், மதுரை மாவட்டம். 3) கே. வைரமுத்து 6/41, வாடிப்பட்டி தாலுகா, திருமால் நத்தம், மதுரை. 4) வி. பிரசாந்த் 3/235, சிடப்பட்டி மாரியம்மன் கோவில் தெரு, மண்ணாடிமங்கலம், மதுரை மாவட்டம். 5) பி. அம்பிகா 1/82, கீழநாச்சிகுளம், திருவேடகம், மதுரை. <box>33 1580 339 1700</box>
masthead <box>33 34 1303 90</box>
appointment-paragraph: அமைப்பாளர் - ம. குபேந்திரன் எண் - 6, கார்த்திக் நகர், ஆனையூர் மெயின் வீதி, அ. கோசாகுளம், மதுரை - 625017. <box>353 318 658 345</box>
appointment-paragraph: அமைப்பாளர் - சி.செல்லதுரை குருக்கம்பாடி, மட்டப்பட்டு அஞ்சல், கல்வராயன்மலை வட்டம், கள்ளக்குறிச்சி மாவட்டம். <box>673 793 978 820</box>
appointment-paragraph: துணை அமைப்பாளர்கள் - 1) ஜி. விக்னேஷ் 1-134, தெற்கு தெரு, வண்டியூர், மதுரை - 20. 2) எ. பாண்டியராஜன் 1/44, தெற்கு தெரு, வண்டியூர், மதுரை மாவட்டம் -20. 3) ஆர். மதன் குமார் 1/299, பள்ளிவாசல் தெரு, வண்டியூர், மதுரை. 4) பி. ஹரிநாதன் 3-112, சௌராஷ்டிரா 5வது தெரு, முருகன் கோவில், வண்டியூர், மதுரை. <box>353 987 658 1076</box>
appointment-paragraph: துணை அமைப்பாளர்கள் - 1) ந. பாலமுருகன் வாணியந்தல் கிராமம், அகரகோட்டாலம் அஞ்சல், சங்கராபுரம் வட்டம், கள்ளக்குறிச்சி மாவட்டம். 2) க. கூஜகோர் வடமாமாந்தூர், கள்ளக்குறிச்சி மாவட்டம். 3) கா. வேல்முருகன் பொற்பாடி கிராமம், அகரக்கோட்டாலம் அஞ்சல், சங்கராபுரம் வட்டம், கள்ளக்குறிச்சி மாவட்டம். 4) ஜி. தென்னரசு பணமலைமலை மற்றும் அஞ்சல், சின்னசேலம் வட்டம், கள்ளக்குறிச்சி மாவட்டம். 5) ம. சித்ரா வாணியந்தல், கள்ளக்குறிச்சி மாவட்டம். <box>353 2115 658 2235</box>
appointment-paragraph: துணை அமைப்பாளர்கள் - 1) ர. செல்வகுமார் எண். 97/5, மேற்கு தெரு, கடலூர். 2) வி. விக்னேஷ் எண். 162, வானந்தம்குப்பம், கடலூர். 3) ரா. சுப்பிரமணியன் பெருமாள் கோவில் தெரு, கடலூர். 4) கே. ராஜேஷ் நானமேடு, கடலூர். 5) என். நாகூர்மீரா பள்ளிவாசல் தெரு, கடலூர் மாவட்டம். <box>992 1736 1298 1809</box>
section-heading: காட்டுமன்னார் கோவில் மேற்கு ஒன்றியம் <box>1004 632 1287 649</box>
section-heading: அலங்காநல்லூர் மேற்கு ஒன்றியம் <box>71 1896 300 1914</box>
appointment-paragraph: அமைப்பாளர் - எம். மணிகண்டபிரபு தெற்கு வளவு காலனி, அ. வல்லாளப்பட்டி, மேலூர், மதுரை மாவட்டம். <box>353 1144 658 1171</box>
appointment-paragraph: துணை அமைப்பாளர்கள் - 1) ஆர். அரவிந்தன் கீழத் தெரு, மோவூர், கடலூர் மாவட்டம். 2) பா. குணமணி மேலத் தெரு, மோவூர், கடலூர் மாவட்டம். 3) பி. பெரியநாயகம் ராஜேந்திரபுரம், கடலூர் மாவட்டம். 4) ம. வெற்றிச்செல்வன் மேலத் தெரு, குணவாசல், கடலூர். 5) எ. சாமுவேல் பூண்டியாகம் மெயின் ரோடு, கடலூர் மாவட்டம். <box>992 535 1298 624</box>
appointment-paragraph: துணை அமைப்பாளர்கள் - 1) எஸ். தானேகாத்தீக் 100, சொக்கம்பட்டி அஞ்சல், மேலூர், மதுரை மாவட்டம். 2) கே. கார்த்திக் 2/24, வலையர் தெரு, தொந்திலிங்கபுரம், மேலூர், மதுரை மாவட்டம். 3) கே. கருப்பையா 79, சொக்கம்பட்டி அஞ்சல், மேலூர், மதுரை. 4) பி. பசுபதி 284, கேசம்பட்டி, மேலூர், மதுரை. 5) சி. காசிமா 10/1, மேலூர்பட்டி தொந்திலிங்கபுரம், மேலூர், மதுரை மாவட்டம். <box>33 512 339 616</box>
section-heading: சின்னசேலம் நகரம் <box>761 2119 889 2136</box>
section-heading: மேலூர் நகரம் <box>139 2211 233 2229</box>
appointment-paragraph: அமைப்பாளர் - வி. கேசவமூர்த்தி 2/54, வீரகாளியம்மன் கோவில் தெரு, தும்பைப்பட்டி, மேலூர், மதுரை. <box>33 648 339 675</box>
section-heading: வாடிப்பட்டி பேரூர் <box>441 1309 570 1326</box>
headline-banner <box>33 95 1612 156</box>
section-heading: அலங்காநல்லூர் பேரூர் <box>427 1685 584 1703</box>
district-heading: கள்ளக்குறிச்சி வடக்கு மாவட்டம் <box>353 2016 659 2048</box>
section-heading: கொட்டாம்பட்டி தெற்கு ஒன்றியம் <box>72 624 300 641</box>
appointment-paragraph: துணை அமைப்பாளர்கள் - 1) ப. வுனிதீத்தீன் லைவனநர் கோட்டை மற்றும் அஞ்சல், உளுந்தூர்பேட்டை தாலுகா, கள்ளக்குறிச்சி மாவட்டம் - 607202. 2) சே. சரய்ப்ரகாஷ் பானையங்குப்பம் மற்றும் அஞ்சல், உளுந்தூர்பேட்டை தாலுகா, கள்ளக்குறிச்சி மாவட்டம் - 607201. 3) த. இராஜ அஹமது வீரமங்கலம், புகைப்பட்டி மற்றும் அஞ்சல், உளுந்தூர்பேட்டை தாலுகா, கள்ளக்குறிச்சி மாவட்டம் - 607202. 4) சு. வெங்கடேசன் சமைகாவிபேட்டை மற்றும் அஞ்சல், உளுந்தூர்பேட்டை தாலுகா, கள்ளக்குறிச்சி மாவட்டம் - 607202. 5) மு. ஜெயக்குமாரி காரம் மைதானர் அஞ்சல், உளுந்தூர்பேட்டை தாலுகா, கள்ளக்குறிச்சி மாவட்டம் - 605751. <box>673 391 978 557</box>
paper-name: முரசொலி <box>648 49 733 71</box>
appointment-paragraph: அமைப்பாளர் - ஜி. சிலம்பரசன் மேல் தெரு, கீரந்தனகுப்பம், குறிஞ்சிப்பாடி வட்டம், கடலூர் மாவட்டம். <box>992 829 1298 856</box>
section-heading: வாடிப்பட்டி வடக்கு ஒன்றியம் <box>83 1316 288 1333</box>
appointment-paragraph: துணை அமைப்பாளர்கள் - 1) எஸ். ஹரிஸ்வரன் 6/312, நாவினிப்பட்டி, மேலூர், மதுரை மாவட்டம் - 625106. 2) பி. மோகன்ராஜ் 394/4, கக்கன் காலனி தெரு, கீழையூர் அஞ்சல், மேலூர், மதுரை மாவட்டம் - 625106. 3) கே. பாலமுருகன் 530, கரைப்பட்டி, கொங்கம்பட்டி அஞ்சல், மேலூர், மதுரை - 625102. 4) ஜி. சந்தோஷ் 6/350, நாவினிப்பட்டி, மேலூர், மதுரை மாவட்டம் - 625106. 5) மு. ராஜலெட்சுமி வெள்ளரிப்பட்டி, மேலூர், மதுரை மாவட்டம் - 625109. <box>33 1188 339 1308</box>
appointment-paragraph: துணை அமைப்பாளர்கள் - 1) ஒ. மணிகண்டன் 82, கிழக்கு தெரு, அட்டப்பட்டி, மேலூர், மதுரை மாவட்டம். 2) எஸ். ராமர் 56/ஏ. கிழக்கு தெரு, பட்டுர், மேலூர், மதுரை. 3) எம். வல்ரசு 5/37, மேலவளவு, கைகம்பட்டி, மதுரை மாவட்டம். 4) ஏ. பாண்டி 9/42, வீரசூடாமணிபட்டி, வடக்கி நகரம், மேலூர், மதுரை. 5) எம். ஆர்த்தி மேலூர், பொட்டப்பட்டி, புதுமங்கலம், மதுரை மாவட்டம். <box>33 685 339 774</box>
paper-name-box <box>600 39 744 83</box>
appointment-paragraph: துணை அமைப்பாளர்கள் - 1) த. சங்கர் அடியனூர் சாறுகனகட்டு, உம்பூர் அஞ்சல், கல்வராயன்மலை வட்டம், கள்ளக்குறிச்சி மாவட்டம். 2) ஞ. ரவி மோட்டுவலவு, ஆரம்பூண்டி அஞ்சல், கல்வராயன்மலை வட்டம், கள்ளக்குறிச்சி மாவட்டம். 3) மெ. ரமேஷ் கரியாலூர் அஞ்சல், கல்வராயன்மலை வட்டம், கள்ளக்குறிச்சி மாவட்டம். 4) ச. கோவிந்தராஜ் ஆரம்பூண்டி அஞ்சல், கல்வராயன்மலை வட்டம், கள்ளக்குறிச்சி மாவட்டம். 5) பு. கோவிந்தன் குருகைகட்டு மட்டப்பட்டு அஞ்சல், கல்வராயன்மலை வட்டம், கள்ளக்குறிச்சி மாவட்டம். <box>673 829 978 965</box>
appointment-paragraph: அமைப்பாளர் - வ. சிவகுருநாதன் 256, காவேரி நகர், தொண்டமாநத்தம், கடலூர் மாவட்டம். <box>992 1400 1298 1427</box>
newspaper-page <box>33 34 1612 2294</box>
appointment-paragraph: துணை அமைப்பாளர்கள் - 1) ஆர். அரவிந்த், மெயின் ரோடு, டி. மடப்புரம், கடலூர் மாவட்டம். 2) இ. இளஞ்செழியன் வடக்கு தெரு, டி. நெடுஞ்சேரி, கடலூர் மாவட்டம். 3) சு. மணிகண்டன் மேல தெரு, எய்யலூர், கடலூர் மாவட்டம். 4) எஸ். தமிழ் செல்வன் வடக்குச்சூர்கொல்லை, குடுக்கொல்லை, கடலூர் மாவட்டம். 5) த. பாலமுருகன் மேல தெரு, நாட்டார்மங்கலம், கடலூர் மாவட்டம். <box>992 692 1298 797</box>
section-heading: சங்கராபுரம் பேரூர் <box>1082 309 1208 327</box>
district-heading: திருப்பாலை பகுதி <box>353 482 659 514</box>
section-heading: கொட்டாம்பட்டி கிழக்கு ஒன்றியம் <box>71 278 301 295</box>
appointment-paragraph: அமைப்பாளர் - மு. சந்தோஷ்குமார் 11/13, பெரியநாயகம் பிள்ளை சந்து, மேலரதவீதி, சோழவந்தான், மதுரை மாவட்டம். <box>353 1521 658 1548</box>
appointment-paragraph: அமைப்பாளர் - அ. புருஷோத்தமன் தெற்கு தெரு, கூவனூர் மற்றும் அஞ்சல், உளுந்தூர்பேட்டை வட்டம், கள்ளக்குறிச்சி மாவட்டம் - 607204. <box>673 1797 978 1840</box>
date-line: மதுரை 13.04.2025 <box>1099 41 1303 69</box>
appointment-paragraph: துணை அமைப்பாளர்கள் - 1) க. சிறக்குமார் 10/281, இரா ஜாதி நகர், கருங்காலக்குடி மேலூர், மதுரை. 2) இரா. அழிவழகன் 3/3/2, பழையபட்டியபட்டி, மீனாட்சிபுரம் மேலூர், மதுரை. 3) எஸ். சுவீந்தரன் 81/1, கருப்பணபுரம் தெரு, சொக்கம்பிடிக்குபுரம், மேலூர், மதுரை. 4) கே. கார்த்திகேயன் 8/20, கருங்காலக்குடி, சாயம்பட்டி, மேலூர் மதுரை மாவட்டம். 5) எம். ஜெயசாந்தீன 6/92. இந்திரா காந்தி நகர், கருங்காலக்குடி மதுரை மாவட்டம். <box>33 339 339 443</box>
appointment-paragraph: அமைப்பாளர் - ஆர். சசிக்குமார் மேலத் தெரு, டி. மடப்புரம், கடலூர் மாவட்டம். <box>992 656 1298 683</box>
section-heading: கடலூர் மேற்கு ஒன்றியம் <box>1061 1675 1230 1692</box>
appointment-paragraph: துணை அமைப்பாளர்கள் - 1) பி. நீதீபன் 5/105, தெற்குத் தெரு, பாலகிருஷ்ணாபுரம், இரும்பாடி, மதுரை. 2) சி. பிரவீன் குமார் இந்திரா நகர், கச்சகட்டி, வாடிப்பட்டி, மதுரை மாவட்டம். 3) எஸ். சுதீஸ்குமார் சரவணன் நகர், ப. கூட்டுப்பட்டி, மேல்நாச்சிகுளம் அஞ்சல், வாடிப்பட்டி, மதுரை மாவட்டம். 4) கே. கோபால் கிருஷ்ணன் பெருமாள் கோவில் தெரு, ஆண்டிபட்டி, வாடிப்பட்டி, மதுரை மாவட்டம். 5) எஸ். சாமிஸா பெரியார் நகர், கச்சகட்டி, வாடிப்பட்டி தாலுகா, மதுரை. <box>33 1376 339 1496</box>
article-columns <box>33 164 1303 2294</box>
section-heading: சின்னசேலம் வடக்கு ஒன்றியம் <box>721 1615 930 1632</box>
appointment-paragraph: அமைப்பாளர் - என். பொன் மணிகண்டன் மெயின் ரோடு, பொதும்பு அஞ்சல், மதுரை மாவட்டம். <box>33 2078 339 2105</box>
appointment-paragraph: அமைப்பாளர் - ம. முத்துவிஸ்வாநாசுவதி 153/1, கொட்டகுடி அஞ்சல், மேலூர், மதுரை மாவட்டம். <box>33 979 339 1006</box>
appointment-paragraph: அமைப்பாளர் - ஜெ. மன்சூர் உசேன் குளத்துமேட்டுத் தெரு, கள்ளக்குறிச்சி மாவட்டம். <box>992 334 1298 361</box>
